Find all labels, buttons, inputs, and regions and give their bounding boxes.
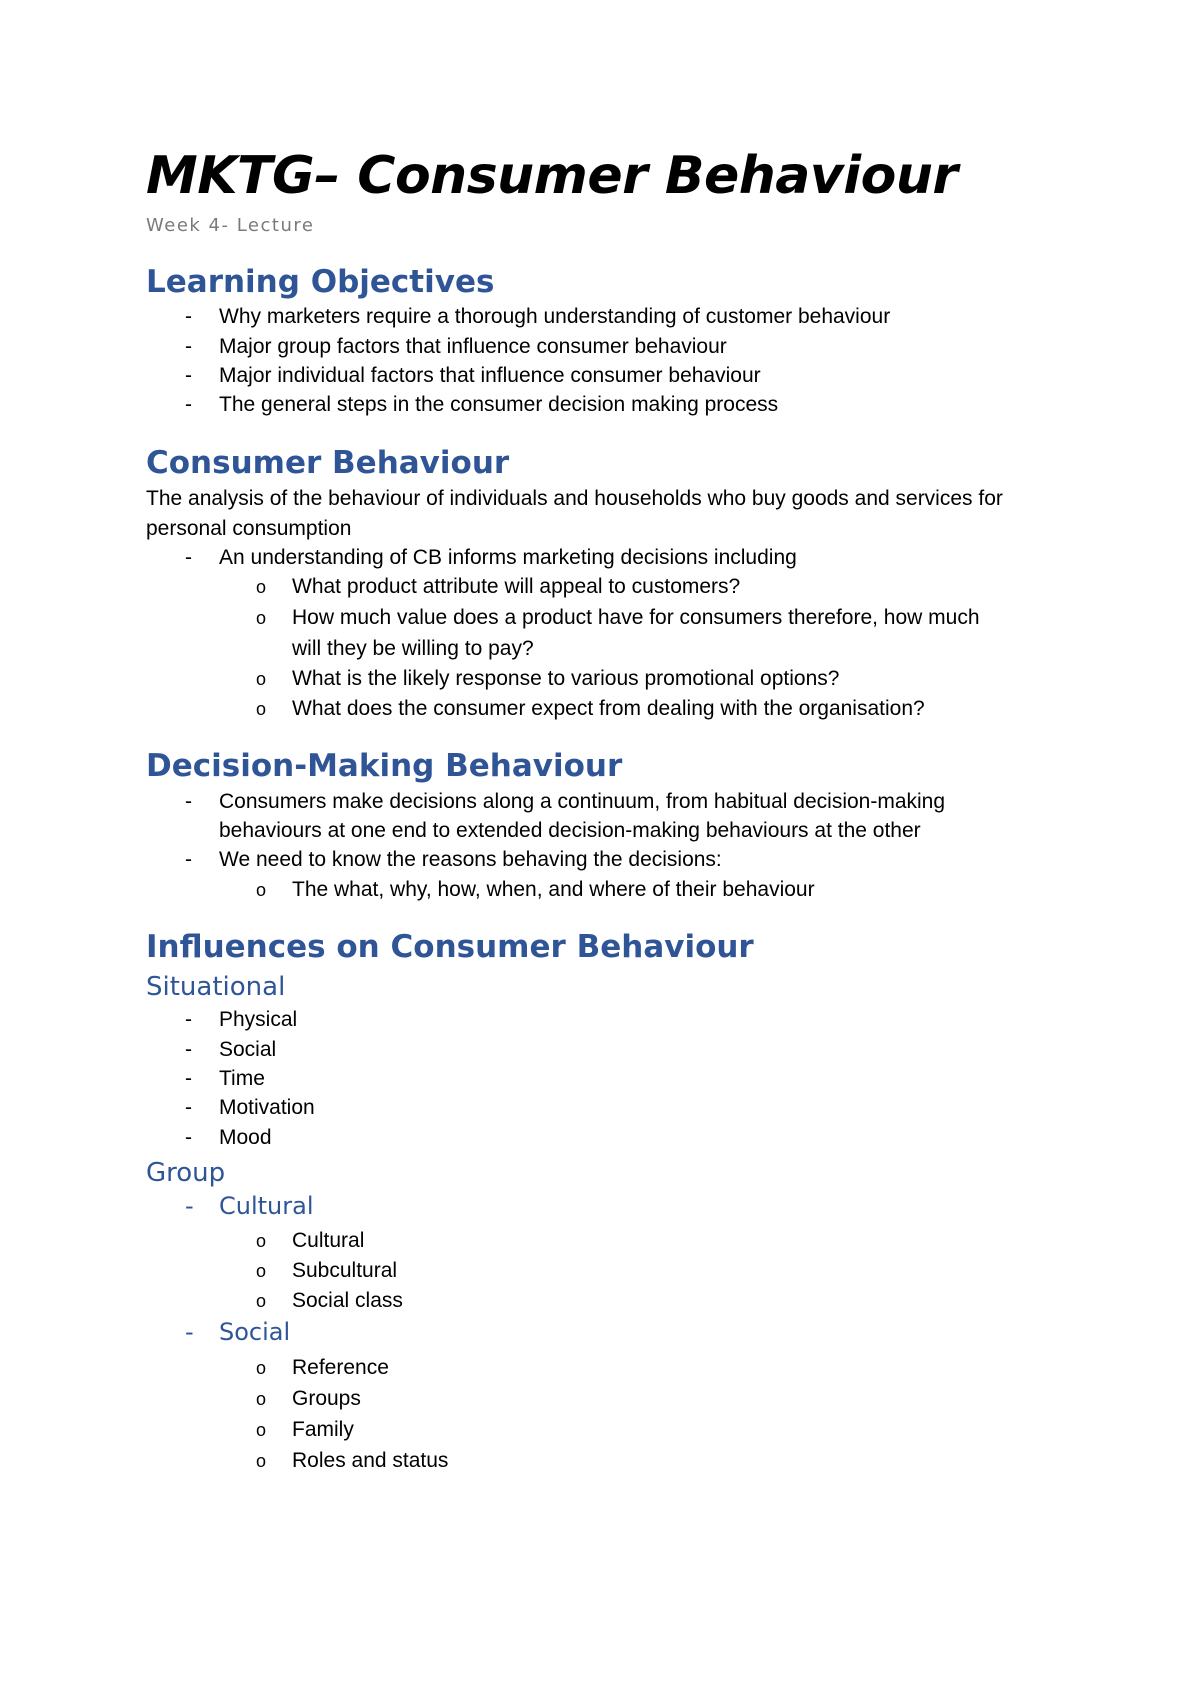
sub-list-item-text: What product attribute will appeal to customers? (292, 575, 741, 598)
sub-list-item-text: Cultural (292, 1229, 365, 1252)
list-item-text: Mood (219, 1126, 272, 1149)
dash-marker: - (185, 1096, 192, 1119)
bullet-marker: o (256, 1261, 267, 1281)
heading-decision-making: Decision-Making Behaviour (146, 748, 623, 784)
sub-list-item-text: will they be willing to pay? (292, 637, 534, 660)
bullet-marker: o (256, 880, 267, 900)
list-item-text: We need to know the reasons behaving the decisions: (219, 848, 722, 871)
dash-marker: - (185, 1008, 192, 1031)
bullet-marker: o (256, 1451, 267, 1471)
subheading-cultural: Cultural (219, 1192, 314, 1220)
dash-marker: - (185, 1192, 194, 1220)
definition-text: The analysis of the behaviour of individuals and households who buy goods and services for (146, 487, 1003, 510)
bullet-marker: o (256, 1420, 267, 1440)
dash-marker: - (185, 848, 192, 871)
definition-text: personal consumption (146, 517, 352, 540)
dash-marker: - (185, 364, 192, 387)
sub-list-item-text: Subcultural (292, 1259, 398, 1282)
document-subtitle: Week 4- Lecture (146, 215, 315, 236)
heading-influences: Influences on Consumer Behaviour (146, 929, 754, 965)
bullet-marker: o (256, 1389, 267, 1409)
bullet-marker: o (256, 608, 267, 628)
document-title: MKTG– Consumer Behaviour (146, 146, 958, 206)
list-item-text: Physical (219, 1008, 298, 1031)
dash-marker: - (185, 305, 192, 328)
sub-list-item-text: Family (292, 1418, 354, 1441)
heading-learning-objectives: Learning Objectives (146, 264, 495, 300)
bullet-marker: o (256, 699, 267, 719)
sub-list-item-text: The what, why, how, when, and where of their behaviour (292, 878, 815, 901)
list-item-text: The general steps in the consumer decision making process (219, 393, 779, 416)
dash-marker: - (185, 546, 192, 569)
bullet-marker: o (256, 577, 267, 597)
heading-situational: Situational (146, 972, 286, 1002)
list-item-text: An understanding of CB informs marketing decisions including (219, 546, 797, 569)
sub-list-item-text: What does the consumer expect from dealing with the organisation? (292, 697, 925, 720)
dash-marker: - (185, 1126, 192, 1149)
subheading-social: Social (219, 1318, 291, 1346)
sub-list-item-text: What is the likely response to various promotional options? (292, 667, 840, 690)
sub-list-item-text: Social class (292, 1289, 403, 1312)
sub-list-item-text: Reference (292, 1356, 389, 1379)
dash-marker: - (185, 1067, 192, 1090)
list-item-text: behaviours at one end to extended decision-making behaviours at the other (219, 819, 921, 842)
dash-marker: - (185, 393, 192, 416)
bullet-marker: o (256, 669, 267, 689)
bullet-marker: o (256, 1358, 267, 1378)
list-item-text: Major individual factors that influence consumer behaviour (219, 364, 761, 387)
list-item-text: Consumers make decisions along a continuum, from habitual decision-making (219, 790, 946, 813)
sub-list-item-text: Roles and status (292, 1449, 449, 1472)
dash-marker: - (185, 1038, 192, 1061)
heading-consumer-behaviour: Consumer Behaviour (146, 445, 510, 481)
sub-list-item-text: How much value does a product have for consumers therefore, how much (292, 606, 980, 629)
list-item-text: Why marketers require a thorough understanding of customer behaviour (219, 305, 891, 328)
list-item-text: Major group factors that influence consumer behaviour (219, 335, 727, 358)
dash-marker: - (185, 335, 192, 358)
dash-marker: - (185, 1318, 194, 1346)
dash-marker: - (185, 790, 192, 813)
sub-list-item-text: Groups (292, 1387, 361, 1410)
bullet-marker: o (256, 1291, 267, 1311)
heading-group: Group (146, 1158, 226, 1188)
list-item-text: Time (219, 1067, 265, 1090)
list-item-text: Social (219, 1038, 277, 1061)
list-item-text: Motivation (219, 1096, 315, 1119)
bullet-marker: o (256, 1231, 267, 1251)
